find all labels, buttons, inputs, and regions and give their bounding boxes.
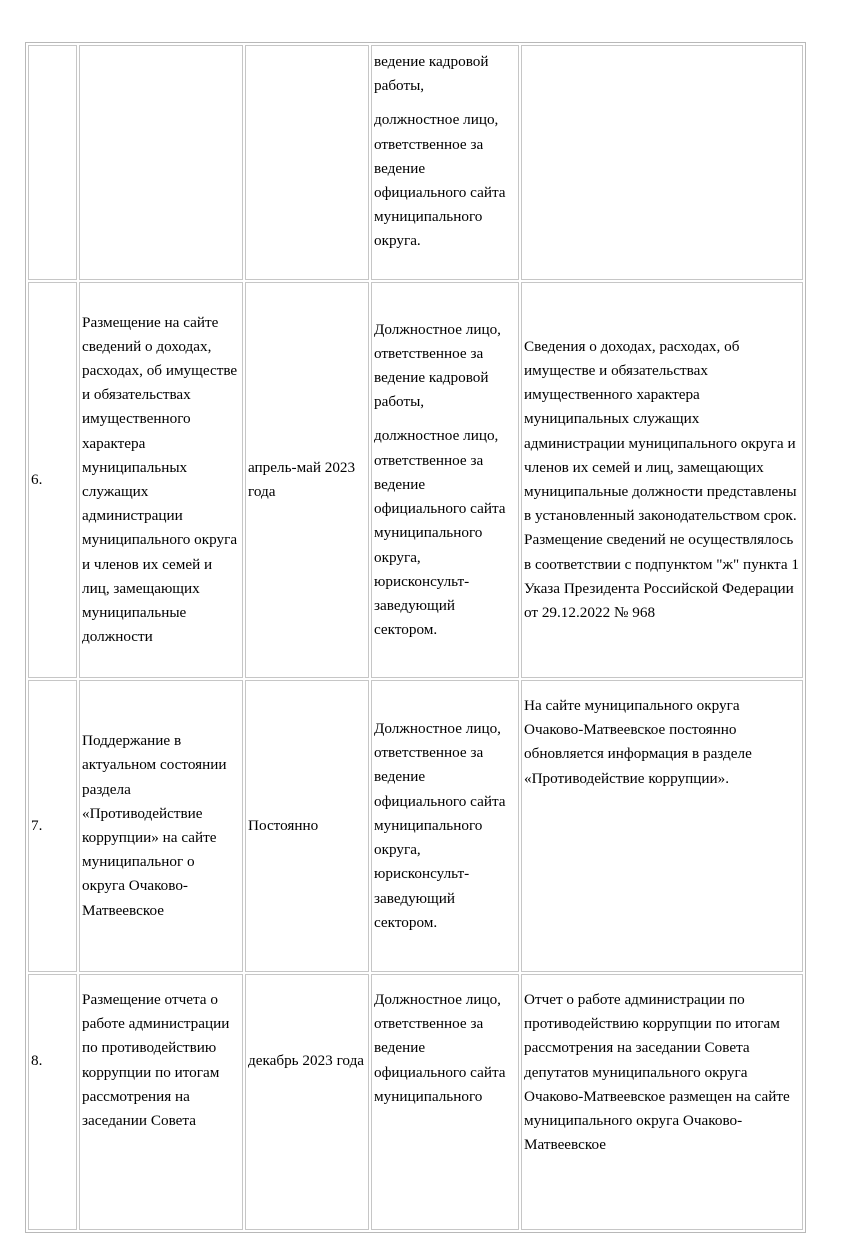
responsible-paragraph: ведение кадровой работы, [374, 53, 489, 95]
responsible-cell [371, 974, 519, 1230]
anticorruption-plan-table [25, 42, 806, 1233]
responsible-cell [371, 282, 519, 678]
event-cell [79, 45, 243, 280]
result-cell: Отчет о работе администрации по противодействию коррупции по итогам рассмотрения на заседании Совета депутатов муниципального округа Очаково-Матвеевское размещен на сайте муниципального округа Очаково-Матвеевское [521, 974, 803, 1230]
responsible-cell [371, 45, 519, 280]
date-cell [245, 45, 369, 280]
result-cell: Сведения о доходах, расходах, об имуществе и обязательствах имущественного характера муниципальных служащих администрации муниципального округа и членов их семей и лиц, замещающих муниципальные должности представлены в установленный законодательством срок. Размещение сведений не осуществлялось в соответствии с подпунктом "ж" пункта 1 Указа Президента Российской Федерации от 29.12.2022 № 968 [521, 282, 803, 678]
date-cell: апрель-май 2023 года [245, 282, 369, 678]
responsible-cell [371, 680, 519, 972]
row-number-cell: 8. [28, 974, 77, 1230]
event-cell: Поддержание в актуальном состоянии раздела «Противодействие коррупции» на сайте муниципальног о округа Очаково-Матвеевское [79, 680, 243, 972]
table-row [28, 974, 803, 1230]
responsible-paragraph: Должностное лицо, ответственное за ведение официального сайта муниципального округа, юрисконсульт-заведующий сектором. [374, 720, 506, 931]
result-cell: На сайте муниципального округа Очаково-Матвеевское постоянно обновляется информация в разделе «Противодействие коррупции». [521, 680, 803, 972]
event-cell: Размещение отчета о работе администрации по противодействию коррупции по итогам рассмотрения на заседании Совета [79, 974, 243, 1230]
date-cell: Постоянно [245, 680, 369, 972]
table-row [28, 680, 803, 972]
responsible-paragraph: должностное лицо, ответственное за ведение официального сайта муниципального округа, юрисконсульт-заведующий сектором. [374, 427, 506, 639]
event-cell: Размещение на сайте сведений о доходах, расходах, об имуществе и обязательствах имущественного характера муниципальных служащих администрации муниципального округа и членов их семей и лиц, замещающих муниципальные должности [79, 282, 243, 678]
row-number-cell [28, 45, 77, 280]
responsible-paragraph: должностное лицо, ответственное за ведение официального сайта муниципального округа. [374, 111, 506, 250]
date-cell: декабрь 2023 года [245, 974, 369, 1230]
responsible-paragraph: Должностное лицо, ответственное за ведение официального сайта муниципального [374, 991, 506, 1105]
table-row [28, 282, 803, 678]
table-row [28, 45, 803, 280]
row-number-cell: 7. [28, 680, 77, 972]
row-number-cell: 6. [28, 282, 77, 678]
responsible-paragraph: Должностное лицо, ответственное за ведение кадровой работы, [374, 320, 501, 411]
result-cell [521, 45, 803, 280]
